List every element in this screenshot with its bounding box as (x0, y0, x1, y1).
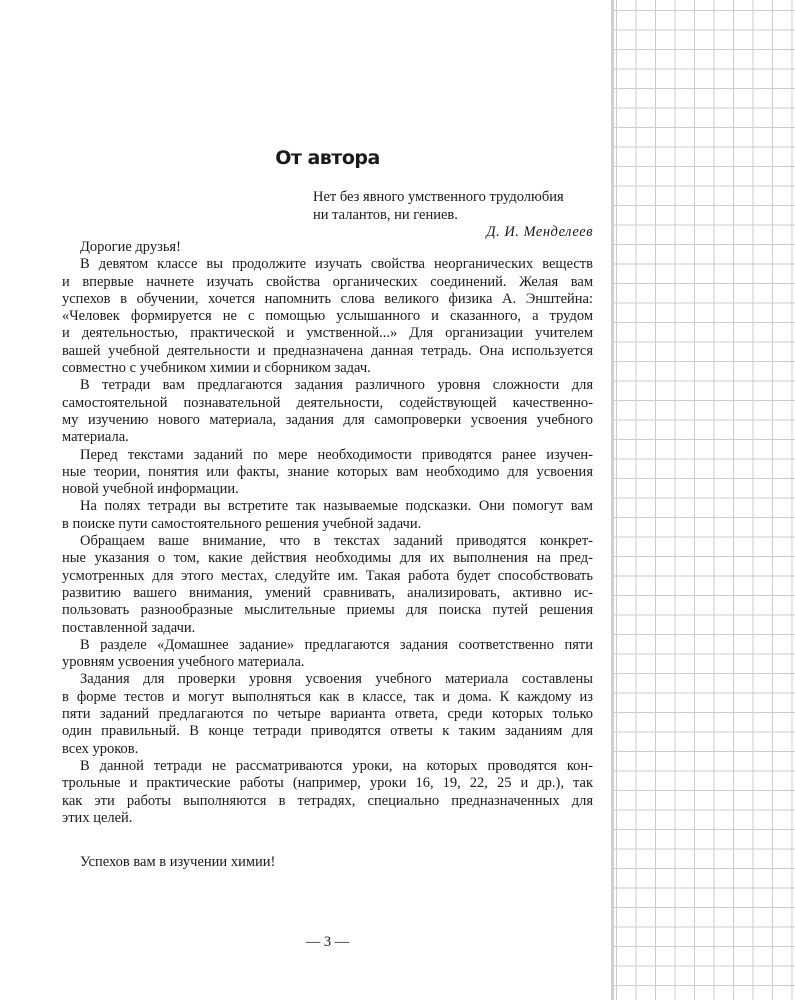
greeting: Дорогие друзья! (80, 239, 181, 255)
paragraph-line: развитию вашего внимания, умений сравнивать, анализировать, активно ис- (62, 584, 593, 601)
paragraph-line: этих целей. (62, 809, 133, 826)
paragraph-line: и деятельностью, практической и умственной...» Для организации учителем (62, 325, 593, 342)
paragraph-line: трольные и практические работы (например, уроки 16, 19, 22, 25 и др.), так (62, 775, 593, 792)
epigraph (313, 188, 564, 224)
paragraph-line: вашей учебной деятельности и предназначена данная тетрадь. Она используется (62, 342, 593, 359)
paragraph-line: уровням усвоения учебного материала. (62, 654, 305, 671)
paragraph-line: Задания для проверки уровня усвоения учебного материала составлены (80, 671, 593, 688)
paragraph-line: усмотренных для этого местах, следуйте им. Такая работа будет способствовать (62, 567, 593, 584)
paragraph-line: самостоятельной познавательной деятельности, содействующей качественно- (62, 394, 593, 411)
epigraph-line: ни талантов, ни гениев. (313, 207, 458, 223)
paragraph-line: ные указания о том, какие действия необходимы для их выполнения на пред- (62, 550, 593, 567)
paragraph-line: в поиске пути самостоятельного решения учебной задачи. (62, 515, 422, 532)
body-text (62, 239, 593, 827)
paragraph-line: В разделе «Домашнее задание» предлагаются задания соответственно пяти (80, 636, 593, 653)
page-number: — 3 — (305, 934, 350, 950)
paragraph-line: успехов в обучении, хочется напомнить слова великого физика А. Энштейна: (62, 290, 593, 307)
paragraph-line: всех уроков. (62, 740, 139, 757)
paragraph-line: ные теории, понятия или факты, знание которых вам необходимо для усвоения (62, 463, 593, 480)
closing-line: Успехов вам в изучении химии! (80, 854, 276, 870)
paragraph-line: пользовать разнообразные мыслительные приемы для поиска путей решения (62, 602, 593, 619)
paragraph-line: Перед текстами заданий по мере необходимости приводятся ранее изучен- (80, 446, 593, 463)
paragraph-line: В тетради вам предлагаются задания различного уровня сложности для (80, 377, 593, 394)
epigraph-line: Нет без явного умственного трудолюбия (313, 189, 564, 205)
paragraph-line: пяти заданий предлагаются по четыре варианта ответа, среди которых только (62, 706, 593, 723)
paragraph-line: «Человек формируется не с помощью услышанного и сказанного, а трудом (62, 308, 593, 325)
paragraph-line: как эти работы выполняются в тетрадях, специально предназначенных для (62, 792, 593, 809)
paragraph-line: му изучению нового материала, задания для самопроверки усвоения учебного (62, 411, 593, 428)
paragraph-line: один правильный. В конце тетради приводятся ответы к таким заданиям для (62, 723, 593, 740)
paragraph-line: Обращаем ваше внимание, что в текстах заданий приводятся конкрет- (80, 533, 593, 550)
graph-paper-margin (611, 0, 795, 1000)
paragraph-line: новой учебной информации. (62, 481, 239, 498)
paragraph-line: материала. (62, 429, 129, 446)
page-title: От автора (275, 147, 380, 169)
paragraph-line: В данной тетради не рассматриваются уроки, на которых проводятся кон- (80, 757, 593, 774)
paragraph-line: в форме тестов и могут выполняться как в классе, так и дома. К каждому из (62, 688, 593, 705)
paragraph-line: поставленной задачи. (62, 619, 196, 636)
paragraph-line: и впервые начнете изучать свойства органических соединений. Желая вам (62, 273, 593, 290)
paragraph-line: В девятом классе вы продолжите изучать свойства неорганических веществ (80, 256, 593, 273)
paragraph-line: совместно с учебником химии и сборником задач. (62, 360, 371, 377)
paragraph-line: На полях тетради вы встретите так называемые подсказки. Они помогут вам (80, 498, 593, 515)
epigraph-author: Д. И. Менделеев (486, 224, 593, 240)
